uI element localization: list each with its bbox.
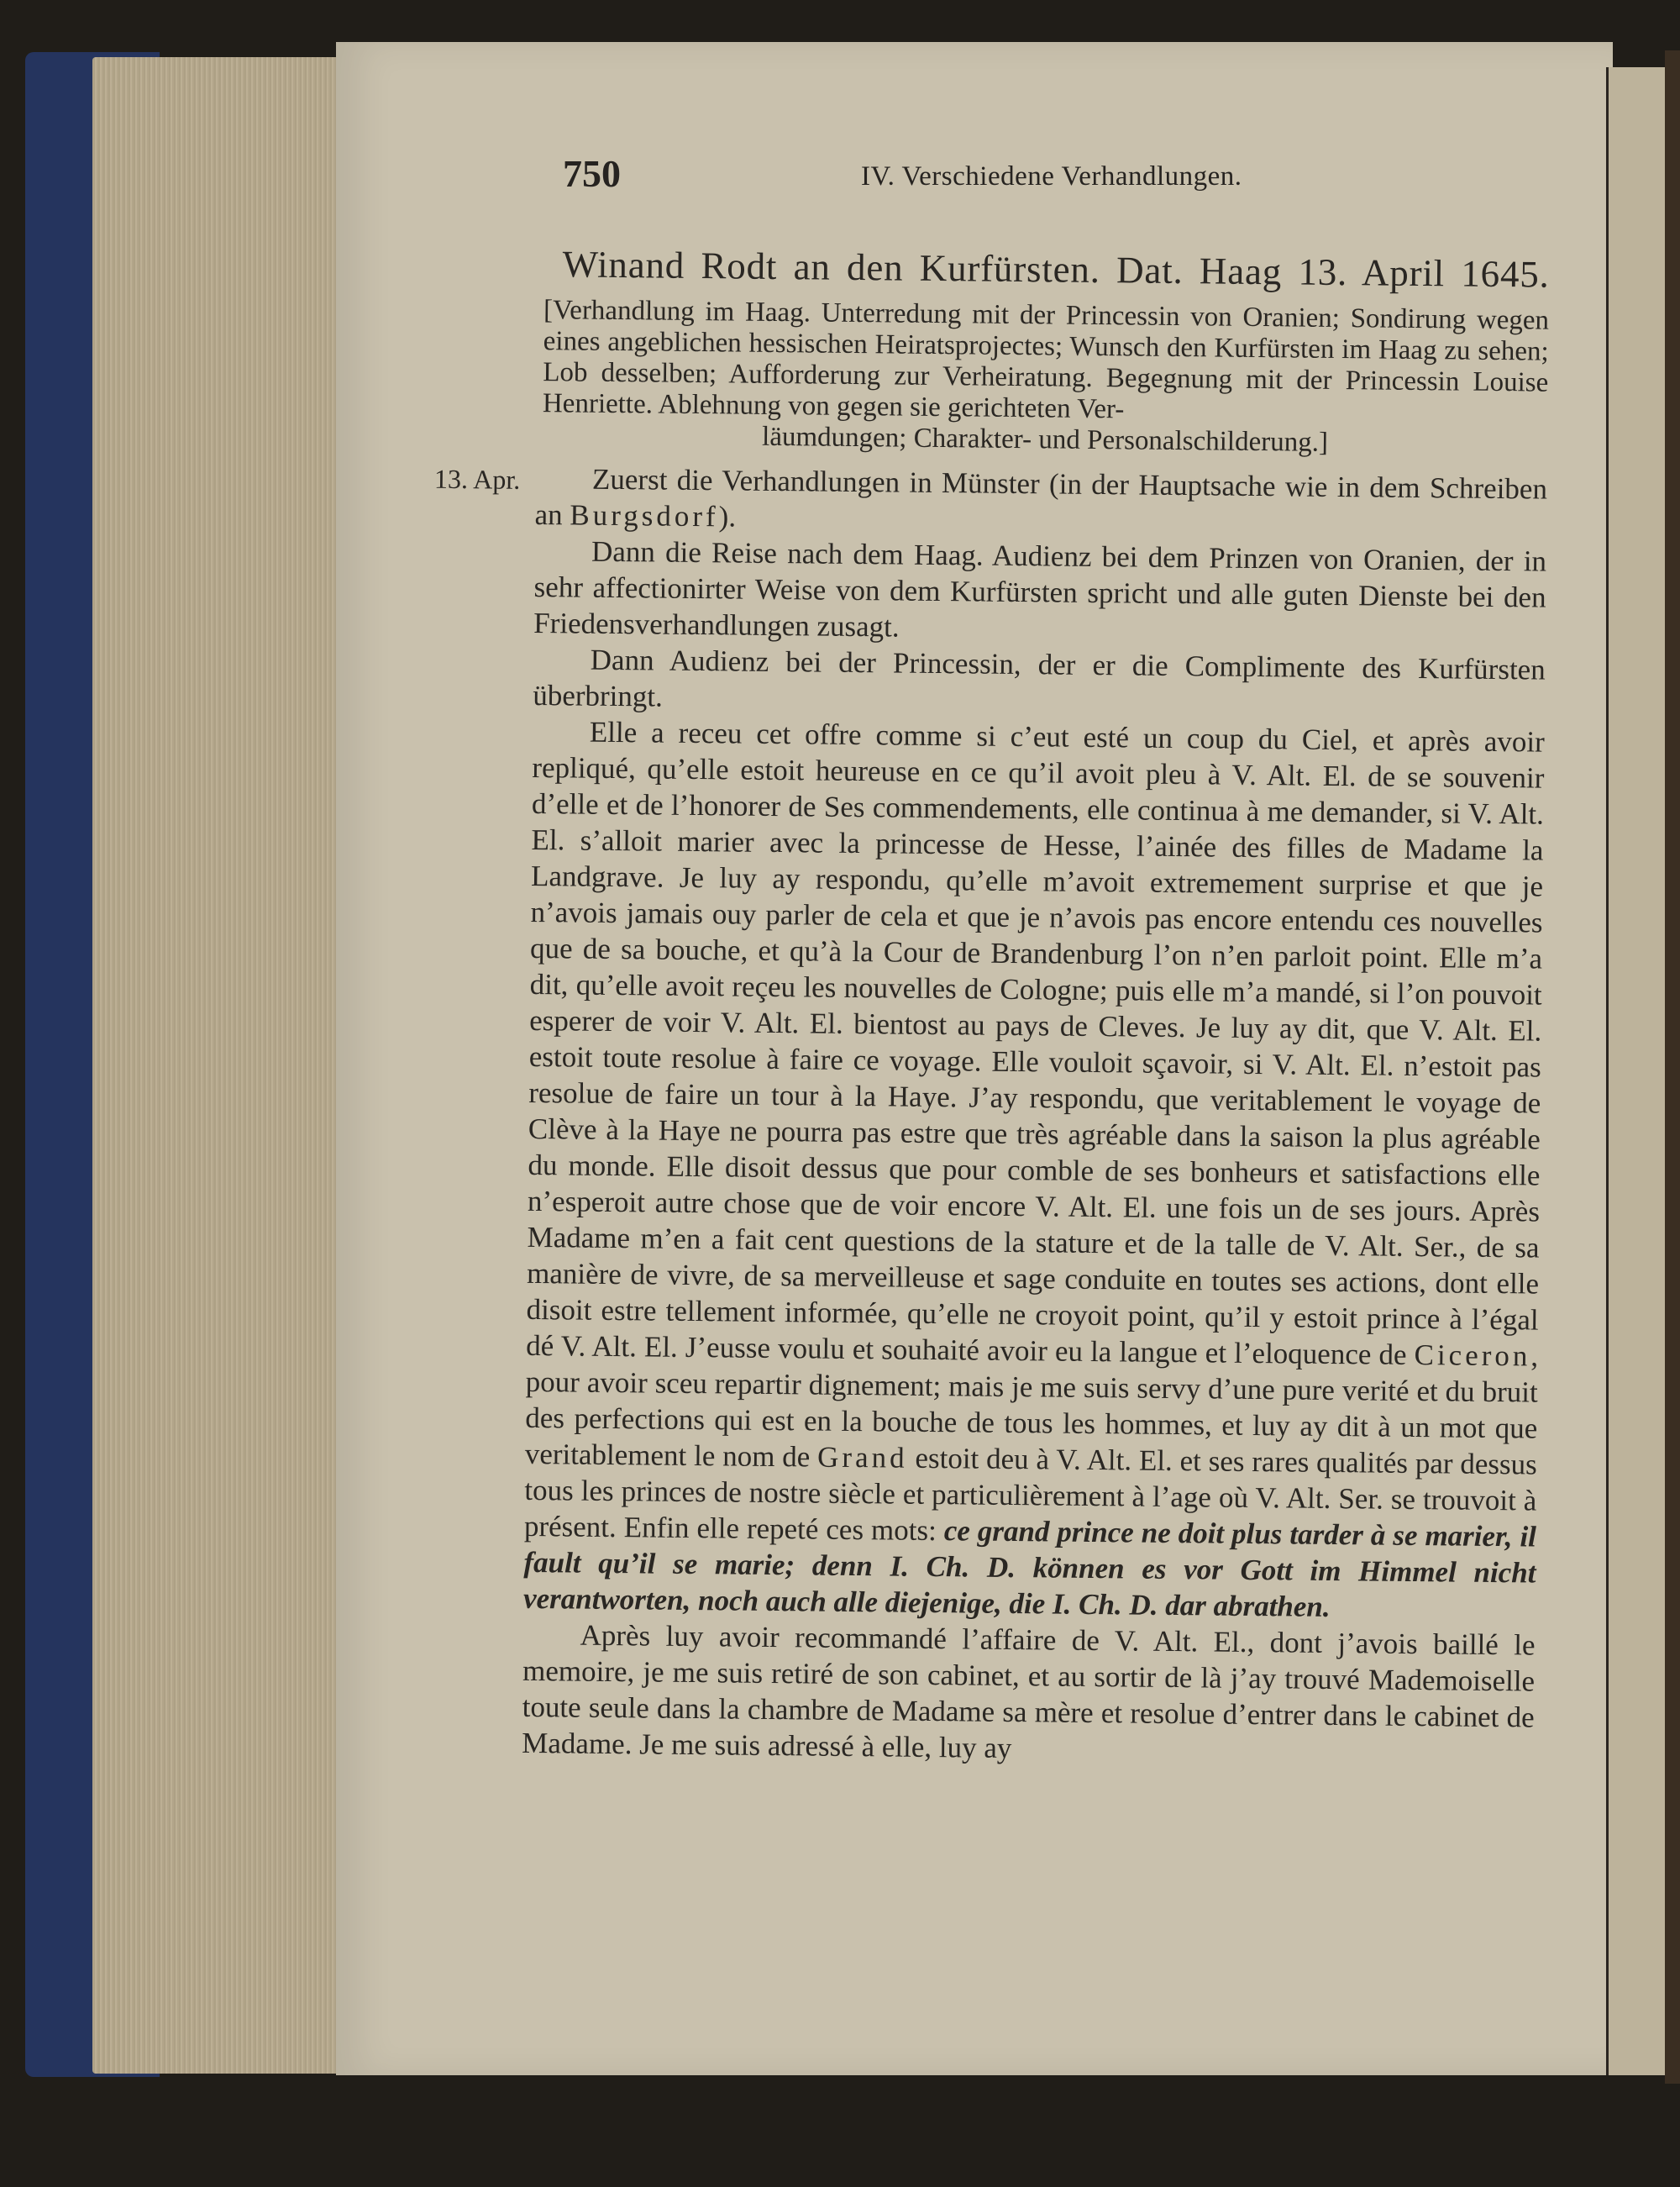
paragraph-4-part-a: Elle a receu cet offre comme si c’eut esté un coup du Ciel, et après avoir repliqué, qu’elle estoit heureuse en ce qu’il avoit pleu à V. Alt. El. de se souvenir d’elle et de l’honorer de Ses commendements, elle continua à me demander, si V. Alt. El. s’alloit marier avec la princesse de Hesse, l’ainée des filles de Madame la Landgrave. Je luy ay respondu, qu’elle m’avoit extremement surprise et que je n’avois jamais ouy parler de cela et que je n’avois pas encore entendu ces nouvelles que de sa bouche, et qu’à la Cour de Brandenburg l’on n’en parloit point. Elle m’a dit, qu’elle avoit reçeu les nouvelles de Cologne; puis elle m’a mandé, si l’on pouvoit esperer de voir V. Alt. El. bientost au pays de Cleves. Je luy ay dit, que V. Alt. El. estoit toute resolue à faire ce voyage. Elle vouloit sçavoir, si V. Alt. El. n’estoit pas resolue de faire un tour à la Haye. J’ay respondu, que veritablement le voyage de Clève à la Haye ne pourra pas estre que très agréable dans la saison la plus agréable du monde. Elle disoit dessus que pour comble de ses bonheurs et satisfactions elle n’esperoit autre chose que de voir encore V. Alt. El. une fois un de ses jours. Après Madame m’en a fait cent questions de la stature et de la talle de V. Alt. Ser., de sa manière de vivre, de sa merveilleuse et sage conduite en toutes ses actions, dont elle disoit estre tellement informée, qu’elle ne croyoit point, qu’il y estoit prince à l’égal dé V. Alt. El. J’eusse voulu et souhaité avoir eu la langue et l’eloquence de	[526, 715, 1546, 1372]
document-title: Winand Rodt an den Kurfürsten. Dat. Haag 13. April 1645.	[562, 243, 1550, 296]
page-number: 750	[563, 152, 621, 195]
italic-quote: ce grand prince ne doit plus tarder à se marier, il fault qu’il se marie; denn I. Ch. D. können es vor Gott im Himmel nicht verantworten, noch auch alle diejenige, die I. Ch. D. dar abrathen.	[522, 1514, 1537, 1623]
paragraph-2: Dann die Reise nach dem Haag. Audienz bei dem Prinzen von Oranien, der in sehr affectionirter Weise von dem Kurfürsten spricht und alle guten Dienste bei den Friedensverhandlungen zusagt.	[533, 534, 1547, 644]
paragraph-4	[523, 713, 1545, 1627]
paragraph-1	[534, 460, 1547, 544]
running-head: IV. Verschiedene Verhandlungen.	[861, 161, 1242, 192]
margin-date: 13. Apr.	[433, 463, 521, 495]
paragraph-1-end: ).	[718, 500, 737, 534]
name-grand: Grand	[816, 1440, 908, 1475]
page-edges	[92, 57, 370, 2074]
book-cover-edge	[1665, 50, 1680, 2084]
text-block	[433, 239, 1550, 1772]
document-summary	[542, 295, 1549, 461]
name-ciceron: Ciceron	[1414, 1338, 1531, 1373]
paragraph-5: Après luy avoir recommandé l’affaire de V. Alt. El., dont j’avois baillé le memoire, je me suis retiré de son cabinet, et au sortir de là j’ay trouvé Mademoiselle toute seule dans la chambre de Madame sa mère et resolue d’entrer dans le cabinet de Madame. Je me suis adressé à elle, luy ay	[522, 1618, 1536, 1765]
paragraph-3: Dann Audienz bei der Princessin, der er die Complimente des Kurfürsten überbringt.	[533, 643, 1546, 713]
paragraph-1-text: Zuerst die Verhandlungen in Münster (in der Hauptsache wie in dem Schreiben an	[534, 462, 1548, 532]
next-page-edge	[1606, 67, 1667, 2075]
name-burgsdorf: Burgsdorf	[570, 498, 719, 534]
summary-last-line: läumdungen; Charakter- und Personalschilderung.]	[761, 421, 1329, 458]
paragraph-4-part-c: estoit deu à V. Alt. El. et ses rares qualités par dessus tous les princes de nostre siècle et particulièrement à l’age où V. Alt. Ser. se trouvoit à présent. Enfin elle repeté ces mots:	[523, 1441, 1538, 1548]
summary-main: [Verhandlung im Haag. Unterredung mit der Princessin von Oranien; Sondirung wegen eines angeblichen hessischen Heiratsprojectes; Wunsch den Kurfürsten im Haag zu sehen; Lob desselben; Aufforderung zur Verheiratung. Begegnung mit der Princessin Louise Henriette. Ablehnung von gegen sie gerichteten Ver-	[542, 295, 1550, 425]
page-header	[563, 151, 1294, 202]
paragraph-4-part-b: , pour avoir sceu repartir dignement; mais je me suis servy d’une pure verité et du bruit des perfections qui est en la bouche de tous les hommes, et luy ay dit à un mot que veritablement le nom de	[524, 1339, 1539, 1474]
